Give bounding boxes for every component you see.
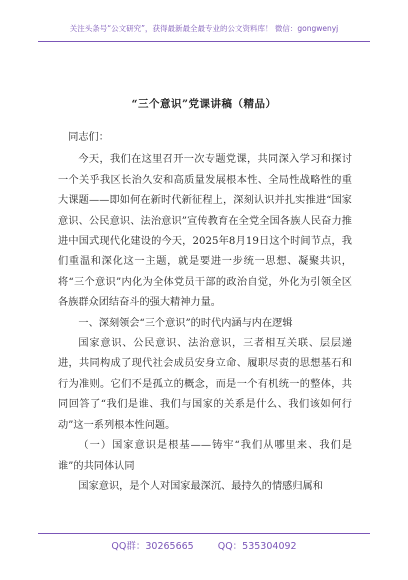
- header-note: 关注头条号“公文研究”，获得最新最全最专业的公文资料库！ 微信：gongwenyj: [69, 24, 339, 33]
- document-body: [58, 128, 352, 497]
- paragraph: 国家意识、公民意识、法治意识，三者相互关联、层层递进，共同构成了现代社会成员安身立命、履职尽责的思想基石和行为准则。它们不是孤立的概念，而是一个有机统一的整体，共同回答了“我们是谁、我们与国家的关系是什么、我们该如何行动”这一系列根本性问题。: [58, 338, 352, 431]
- qq-number: QQ：535304092: [217, 541, 297, 552]
- footer-divider: [38, 533, 370, 534]
- document-title: “三个意识”党课讲稿（精品）: [131, 98, 277, 110]
- paragraph: 国家意识，是个人对国家最深沉、最持久的情感归属和: [78, 480, 323, 492]
- subsection-heading: （一）国家意识是根基——铸牢“我们从哪里来、我们是谁”的共同体认同: [58, 440, 352, 472]
- footer-contact: [0, 538, 408, 552]
- greeting: 同志们：: [68, 132, 109, 143]
- section-heading: 一、深刻领会“三个意识”的时代内涵与内在逻辑: [78, 317, 293, 329]
- paragraph: 今天，我们在这里召开一次专题党课，共同深入学习和探讨一个关乎我区长治久安和高质量发展根本性、全局性战略性的重大课题——即如何在新时代新征程上，深刻认识并扎实推进“国家意识、公民意识、法治意识”宣传教育在全党全国各族人民奋力推进中国式现代化建设的今天，2025年8月19日这个时间节点，我们重温和深化这一主题，就是要进一步统一思想、凝聚共识，将“三个意识”内化为全体党员干部的政治自觉，外化为引领全区各族群众团结奋斗的强大精神力量。: [58, 154, 352, 309]
- header-divider: [38, 41, 370, 42]
- qq-group-number: QQ群：30265665: [111, 541, 194, 552]
